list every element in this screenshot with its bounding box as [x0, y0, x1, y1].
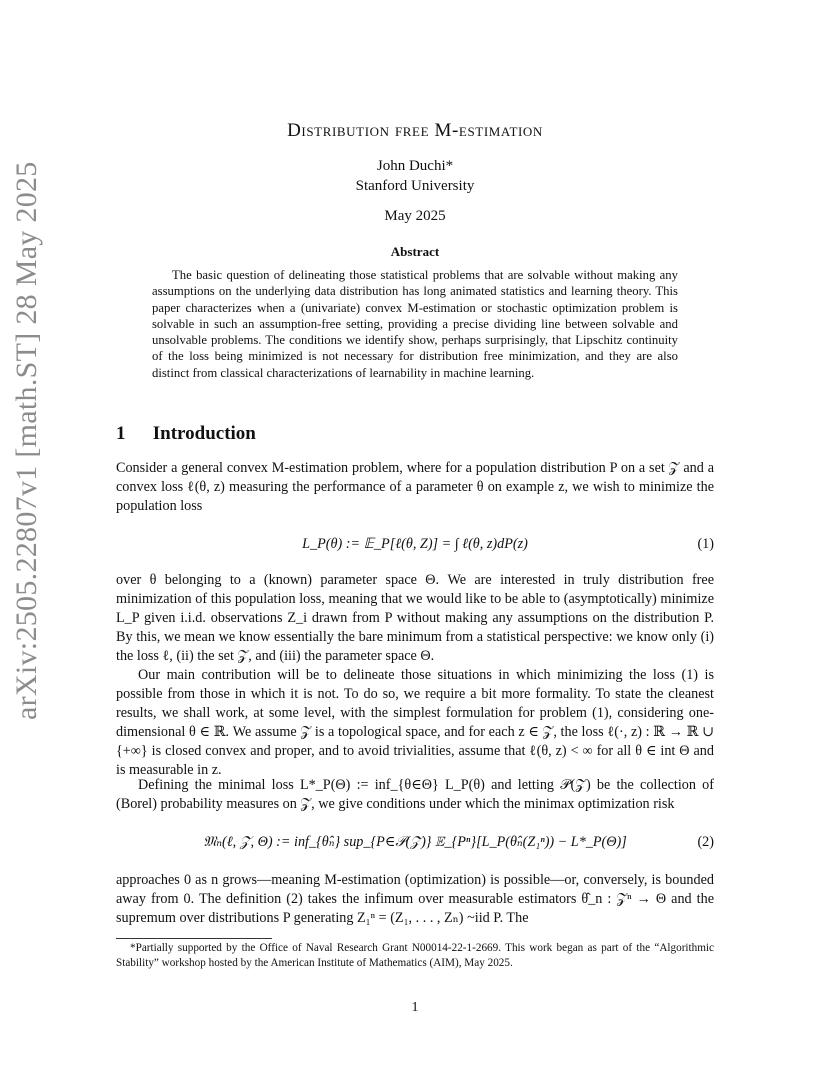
author-affiliation: Stanford University [355, 178, 475, 194]
paragraph-text: over θ belonging to a (known) parameter space Θ. We are interested in truly distribution free minimization of this population loss, meaning that we would like to be able to (asymptotically) minimize L_P given i.i.d. observations Z_i drawn from P without making any assumptions on the distribution P. By this, we mean we know essentially the bare minimum from a statistical perspective: we know only (i) the loss ℓ, (ii) the set 𝒵, and (iii) the parameter space Θ. [116, 572, 714, 664]
equation-1-body: L_P(θ) := 𝔼_P[ℓ(θ, Z)] = ∫ ℓ(θ, z)dP(z) [302, 536, 528, 552]
page-number: 1 [411, 1000, 419, 1015]
paragraph-text: approaches 0 as n grows—meaning M-estimation (optimization) is possible—or, conversely, is bounded away from 0. The definition (2) takes the infimum over measurable estimators θ̂_n : 𝒵ⁿ → Θ and the supremum over distributions P generating Z₁ⁿ = (Z₁, . . . , Zₙ) ~iid P. The [116, 872, 714, 926]
section-title: Introduction [152, 423, 256, 444]
author-block [116, 156, 714, 196]
footnote [116, 941, 714, 971]
abstract-paragraph: The basic question of delineating those statistical problems that are solvable without making any assumptions on the underlying data distribution has long animated statistics and learning theory. This paper characterizes when a (univariate) convex M-estimation or stochastic optimization problem is solvable in such an assumption-free setting, providing a precise dividing line between solvable and unsolvable problems. The conditions we identify show, perhaps surprisingly, that Lipschitz continuity of the loss being minimized is not necessary for distribution free minimization, and they are also distinct from classical characterizations of learnability in machine learning. [152, 268, 678, 380]
equation-2-body: 𝔐ₙ(ℓ, 𝒵, Θ) := inf_{θ̂ₙ} sup_{P∈𝒫(𝒵)} 𝔼_{Pⁿ}[L_P(θ̂ₙ(Z₁ⁿ)) − L*_P(Θ)] [203, 834, 627, 850]
paper-title: Distribution free M-estimation [287, 120, 543, 141]
equation-2-label: (2) [697, 834, 714, 850]
equation-1-label: (1) [697, 536, 714, 552]
equation-1 [116, 530, 714, 564]
paper-date: May 2025 [384, 208, 446, 224]
abstract-heading: Abstract [390, 244, 440, 259]
paragraph-text: Consider a general convex M-estimation problem, where for a population distribution P on a set 𝒵 and a convex loss ℓ(θ, z) measuring the performance of a parameter θ on example z, we wish to minimize the population loss [116, 460, 714, 514]
paragraph-text: Our main contribution will be to delineate those situations in which minimizing the loss (1) is possible from those in which it is not. To do so, we require a bit more formality. To state the cleanest results, we shall work, at some level, with the simplest formulation for problem (1), considering one-dimensional θ ∈ ℝ. We assume 𝒵 is a topological space, and for each z ∈ 𝒵, the loss ℓ(·, z) : ℝ → ℝ ∪ {+∞} is closed convex and proper, and to avoid trivialities, assume that ℓ(θ, z) < ∞ for all θ ∈ int Θ and is measurable in z. [116, 667, 714, 778]
body-paragraph-1 [116, 459, 714, 516]
section-number: 1 [116, 423, 126, 444]
paragraph-text: Defining the minimal loss L*_P(Θ) := inf_{θ∈Θ} L_P(θ) and letting 𝒫(𝒵) be the collection of (Borel) probability measures on 𝒵, we give conditions under which the minimax optimization risk [116, 777, 714, 812]
body-paragraph-3 [116, 666, 714, 780]
equation-2 [116, 828, 714, 862]
footnote-divider [116, 938, 272, 939]
body-paragraph-5 [116, 871, 714, 928]
footnote-text: *Partially supported by the Office of Naval Research Grant N00014-22-1-2669. This work began as part of the “Algorithmic Stability” workshop hosted by the American Institute of Mathematics (AIM), May 2025. [116, 942, 714, 969]
author-name: John Duchi* [376, 158, 454, 174]
section-heading [116, 423, 714, 445]
body-paragraph-4 [116, 776, 714, 814]
arxiv-identifier-stamp: arXiv:2505.22807v1 [math.ST] 28 May 2025 [10, 161, 43, 720]
abstract-body [152, 267, 678, 381]
body-paragraph-2 [116, 571, 714, 666]
